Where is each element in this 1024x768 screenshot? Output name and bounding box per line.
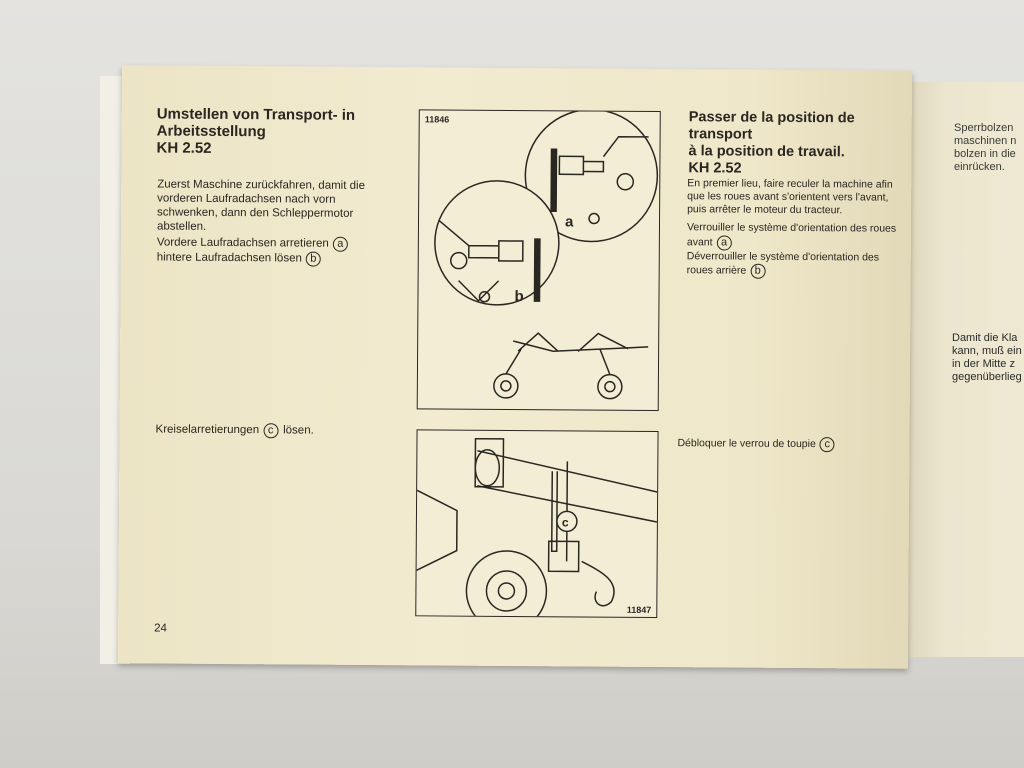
text-line: kann, muß ein bbox=[952, 345, 1022, 357]
figure-number: 11847 bbox=[626, 604, 652, 615]
marker-a: a bbox=[333, 237, 348, 252]
heading-line: Passer de la position de transport bbox=[688, 109, 855, 143]
french-heading bbox=[688, 109, 911, 179]
figure-number: 11846 bbox=[424, 114, 450, 125]
text-line: Zuerst Maschine zurückfahren, damit die bbox=[157, 178, 366, 192]
model-number: KH 2.52 bbox=[688, 160, 742, 177]
text-line: vorderen Laufradachsen nach vorn bbox=[157, 192, 336, 206]
text-line: puis arrêter le moteur du tracteur. bbox=[687, 203, 843, 217]
text-line: bolzen in die bbox=[954, 148, 1016, 160]
text-line: que les roues avant s'orientent vers l'avant, bbox=[687, 190, 889, 204]
label-a: a bbox=[564, 213, 574, 231]
right-page-para2 bbox=[952, 332, 1022, 384]
heading-line: Umstellen von Transport- in bbox=[156, 105, 356, 124]
wheel-axle-lock-illustration bbox=[418, 110, 660, 410]
figure-bottom bbox=[415, 429, 658, 618]
french-para3 bbox=[677, 436, 834, 452]
french-para2 bbox=[687, 221, 897, 279]
text-line: schwenken, dann den Schleppermotor bbox=[157, 206, 354, 220]
text-line: Débloquer le verrou de toupie bbox=[677, 437, 816, 451]
figure-top bbox=[417, 109, 661, 411]
model-number: KH 2.52 bbox=[156, 139, 212, 157]
text-line: Damit die Kla bbox=[952, 332, 1018, 344]
label-c: c bbox=[561, 515, 569, 530]
german-heading bbox=[156, 105, 355, 157]
marker-b: b bbox=[750, 264, 765, 279]
marker-b: b bbox=[306, 252, 321, 267]
text-line: maschinen n bbox=[954, 135, 1017, 147]
text-line: Kreiselarretierungen bbox=[155, 423, 260, 437]
text-line: Verrouiller le système d'orientation des roues bbox=[686, 221, 897, 235]
text-line: En premier lieu, faire reculer la machine afin bbox=[687, 177, 893, 191]
marker-c: c bbox=[263, 423, 278, 438]
text-line: Sperrbolzen bbox=[954, 122, 1014, 134]
text-line: abstellen. bbox=[156, 220, 207, 233]
right-page bbox=[905, 82, 1024, 657]
german-para1 bbox=[157, 177, 365, 234]
marker-c: c bbox=[820, 437, 835, 452]
text-line: lösen. bbox=[283, 424, 314, 437]
label-b: b bbox=[514, 287, 524, 306]
heading-line: Arbeitsstellung bbox=[156, 122, 266, 141]
text-line: in der Mitte z bbox=[952, 358, 1015, 370]
text-line: avant bbox=[686, 235, 713, 248]
marker-a: a bbox=[717, 235, 732, 250]
text-line: hintere Laufradachsen lösen bbox=[156, 251, 302, 265]
german-para3 bbox=[155, 422, 313, 438]
french-para1 bbox=[687, 177, 893, 217]
text-line: einrücken. bbox=[954, 161, 1005, 173]
text-line: Déverrouiller le système d'orientation des bbox=[686, 249, 880, 264]
german-para2 bbox=[157, 235, 348, 266]
text-line: gegenüberlieg bbox=[952, 371, 1022, 383]
left-page bbox=[118, 65, 912, 669]
text-line: roues arrière bbox=[686, 264, 747, 277]
text-line: Vordere Laufradachsen arretieren bbox=[156, 236, 329, 250]
page-number: 24 bbox=[154, 622, 168, 635]
heading-line: à la position de travail. bbox=[688, 143, 845, 161]
rotor-lock-illustration bbox=[416, 430, 657, 617]
right-page-para1 bbox=[954, 122, 1016, 174]
